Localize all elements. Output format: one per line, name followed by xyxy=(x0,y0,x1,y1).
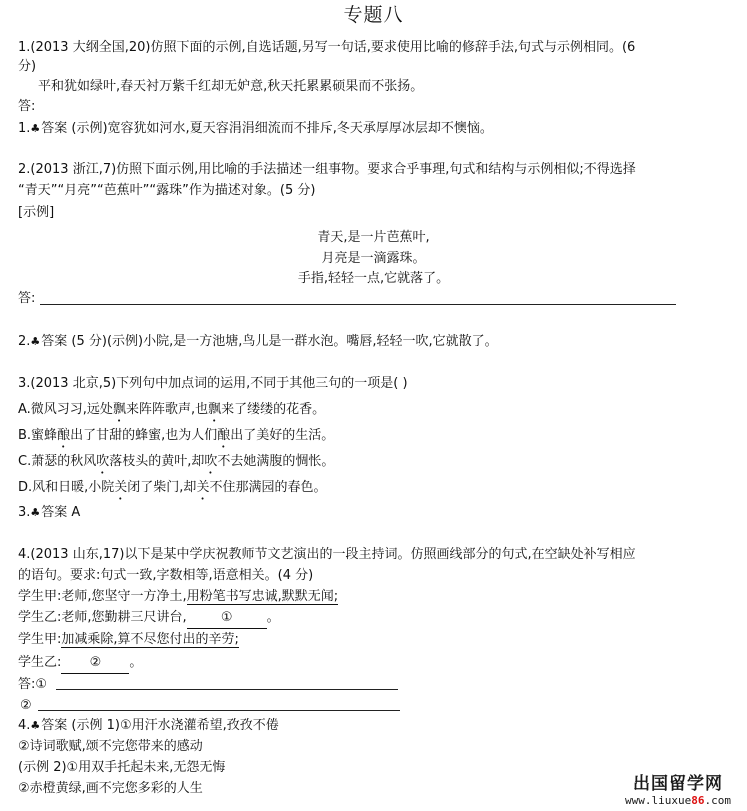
q4-dialogue-a2 xyxy=(18,630,239,650)
q4-stem-line2: 的语句。要求:句式一致,字数相等,语意相关。(4 分) xyxy=(18,568,314,583)
q1-stem-line2: 分) xyxy=(18,59,37,74)
option-text: A.微风习习,远处 xyxy=(18,402,113,417)
watermark-url-part: www.liuxue xyxy=(625,794,692,807)
q2-example-label: [示例] xyxy=(18,205,55,220)
q2-stem-line2: “青天”“月亮”“芭蕉叶”“露珠”作为描述对象。(5 分) xyxy=(18,183,316,198)
dotted-word: 吹 xyxy=(96,454,110,469)
option-text: 来了缕缕的花香。 xyxy=(221,402,326,417)
q4-key-number: 4. xyxy=(18,718,31,733)
q2-key-text: 答案 (5 分)(示例)小院,是一方池塘,鸟儿是一群水泡。嘴唇,轻轻一吹,它就散了。 xyxy=(41,334,498,349)
q4-dialogue-b1 xyxy=(18,608,280,629)
option-text: 出了美好的生活。 xyxy=(230,428,335,443)
dialogue-text: 学生甲:老师,您坚守一方净土, xyxy=(18,589,187,604)
q3-option-c xyxy=(18,452,334,477)
answer-mark-icon: ♣ xyxy=(30,506,41,519)
q2-answer-label: 答: xyxy=(18,291,36,306)
dialogue-text: 。 xyxy=(129,655,143,670)
option-text: 落枝头的黄叶,却 xyxy=(109,454,205,469)
dotted-word: 酿 xyxy=(57,428,71,443)
q1-answer-key xyxy=(18,119,493,139)
watermark-url xyxy=(625,794,731,808)
q3-stem: 3.(2013 北京,5)下列句中加点词的运用,不同于其他三句的一项是( ) xyxy=(18,376,408,391)
q3-key-text: 答案 A xyxy=(41,505,81,520)
q2-key-number: 2. xyxy=(18,334,31,349)
q2-answer-line xyxy=(40,304,676,305)
underlined-model-sentence: 用粉笔书写忠诚,默默无闻; xyxy=(186,589,339,604)
dotted-word: 飘 xyxy=(208,402,222,417)
q2-poem-line: 青天,是一片芭蕉叶, xyxy=(317,230,430,245)
q4-dialogue-a1 xyxy=(18,587,338,607)
q1-key-number: 1. xyxy=(18,121,31,136)
q2-poem-line: 手指,轻轻一点,它就落了。 xyxy=(297,271,450,286)
q1-answer-label: 答: xyxy=(18,99,36,114)
watermark-url-part: .com xyxy=(704,794,731,807)
watermark-url-number: 86 xyxy=(691,794,705,807)
option-text: C.萧瑟的秋风 xyxy=(18,454,97,469)
q3-option-d xyxy=(18,478,326,503)
fill-blank-2: ② xyxy=(61,653,129,674)
watermark-site-name: 出国留学网 xyxy=(633,774,723,794)
q4-answer-label-1: 答:① xyxy=(18,677,48,692)
dotted-word: 关 xyxy=(196,480,210,495)
q4-dialogue-b2 xyxy=(18,653,142,674)
answer-mark-icon: ♣ xyxy=(30,122,41,135)
q4-answer-label-2: ② xyxy=(20,698,32,713)
q4-answer-key xyxy=(18,716,279,736)
dialogue-text: 。 xyxy=(266,610,280,625)
q2-poem-line: 月亮是一滴露珠。 xyxy=(321,251,426,266)
option-text: 闭了柴门,却 xyxy=(127,480,197,495)
page-title: 专题八 xyxy=(343,4,404,26)
fill-blank-1: ① xyxy=(187,608,267,629)
dotted-word: 关 xyxy=(114,480,128,495)
q4-answer-line-1 xyxy=(56,689,398,690)
underlined-model-sentence: 加减乘除,算不尽您付出的辛劳; xyxy=(61,632,239,647)
dotted-word: 酿 xyxy=(217,428,231,443)
option-text: 不去她满腹的惆怅。 xyxy=(217,454,335,469)
dialogue-text: 学生甲: xyxy=(18,632,62,647)
q4-key-line: (示例 2)①用双手托起未来,无怨无悔 xyxy=(18,760,226,775)
dialogue-text: 学生乙:老师,您勤耕三尺讲台, xyxy=(18,610,187,625)
q4-key-line: 答案 (示例 1)①用汗水浇灌希望,孜孜不倦 xyxy=(41,718,279,733)
q3-option-a xyxy=(18,400,325,425)
option-text: 出了甘甜的蜂蜜,也为人们 xyxy=(70,428,218,443)
q2-answer-key xyxy=(18,332,498,352)
dialogue-text: 学生乙: xyxy=(18,655,62,670)
dotted-word: 吹 xyxy=(204,454,218,469)
q1-stem-line1: 1.(2013 大纲全国,20)仿照下面的示例,自选话题,另写一句话,要求使用比喻的修辞手法,句式与示例相同。(6 xyxy=(18,40,636,55)
q4-answer-line-2 xyxy=(38,710,400,711)
q1-key-text: 答案 (示例)宽容犹如河水,夏天容涓涓细流而不排斥,冬天承厚厚冰层却不懊恼。 xyxy=(41,121,493,136)
answer-mark-icon: ♣ xyxy=(30,335,41,348)
option-text: 不住那满园的春色。 xyxy=(209,480,327,495)
q4-stem-line1: 4.(2013 山东,17)以下是某中学庆祝教师节文艺演出的一段主持词。仿照画线部分的句式,在空缺处补写相应 xyxy=(18,547,636,562)
option-text: D.风和日暖,小院 xyxy=(18,480,115,495)
answer-mark-icon: ♣ xyxy=(30,719,41,732)
option-text: B.蜜蜂 xyxy=(18,428,58,443)
option-text: 来阵阵歌声,也 xyxy=(125,402,209,417)
q4-key-line: ②赤橙黄绿,画不完您多彩的人生 xyxy=(18,781,203,796)
q3-answer-key xyxy=(18,503,80,523)
q4-key-line: ②诗词歌赋,颂不完您带来的感动 xyxy=(18,739,203,754)
q3-option-b xyxy=(18,426,334,451)
q2-stem-line1: 2.(2013 浙江,7)仿照下面示例,用比喻的手法描述一组事物。要求合乎事理,句式和结构与示例相似;不得选择 xyxy=(18,162,636,177)
dotted-word: 飘 xyxy=(112,402,126,417)
q1-example: 平和犹如绿叶,春天衬万紫千红却无妒意,秋天托累累硕果而不张扬。 xyxy=(38,79,424,94)
q3-key-number: 3. xyxy=(18,505,31,520)
